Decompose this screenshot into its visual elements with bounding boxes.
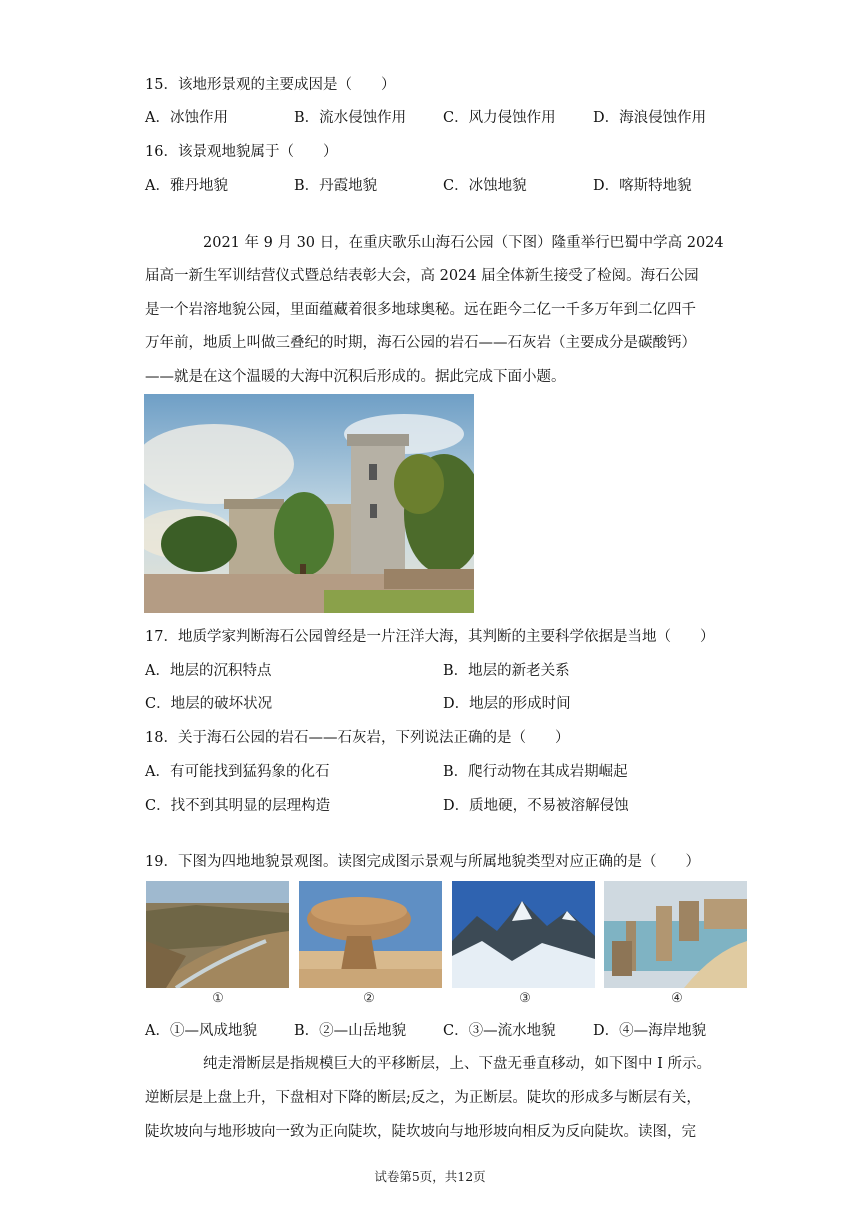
haishi-park-photo xyxy=(144,394,474,613)
passage1-line5: ——就是在这个温暖的大海中沉积后形成的。据此完成下面小题。 xyxy=(145,369,566,385)
landform-photo-1 xyxy=(146,881,289,988)
passage1-line3: 是一个岩溶地貌公园，里面蕴藏着很多地球奥秘。远在距今二亿一千多万年到二亿四千 xyxy=(145,302,696,318)
q19-option-a[interactable]: A．①—风成地貌 xyxy=(145,1023,257,1039)
q19-stem: 19．下图为四地地貌景观图。读图完成图示景观与所属地貌类型对应正确的是（ ） xyxy=(145,854,700,870)
q19-option-b[interactable]: B．②—山岳地貌 xyxy=(294,1023,407,1039)
q15-option-c[interactable]: C．风力侵蚀作用 xyxy=(443,110,556,126)
q17-option-d[interactable]: D．地层的形成时间 xyxy=(443,696,571,712)
passage2-line2: 逆断层是上盘上升，下盘相对下降的断层;反之，为正断层。陡坎的形成多与断层有关， xyxy=(145,1090,701,1106)
passage1-line2: 届高一新生军训结营仪式暨总结表彰大会，高 2024 届全体新生接受了检阅。海石公园 xyxy=(145,268,699,284)
passage2-line3: 陡坎坡向与地形坡向一致为正向陡坎，陡坎坡向与地形坡向相反为反向陡坎。读图，完 xyxy=(145,1124,696,1140)
landform-photo-2 xyxy=(299,881,442,988)
q18-option-c[interactable]: C．找不到其明显的层理构造 xyxy=(145,798,331,814)
q18-stem: 18．关于海石公园的岩石——石灰岩，下列说法正确的是（ ） xyxy=(145,730,570,746)
passage2-line1: 纯走滑断层是指规模巨大的平移断层，上、下盘无垂直移动，如下图中 I 所示。 xyxy=(203,1056,711,1072)
passage1-line4: 万年前，地质上叫做三叠纪的时期，海石公园的岩石——石灰岩（主要成分是碳酸钙） xyxy=(145,335,696,351)
q18-option-d[interactable]: D．质地硬，不易被溶解侵蚀 xyxy=(443,798,629,814)
q19-option-c[interactable]: C．③—流水地貌 xyxy=(443,1023,556,1039)
landform-photo-3 xyxy=(452,881,595,988)
q16-option-d[interactable]: D．喀斯特地貌 xyxy=(593,178,692,194)
landform-caption-1: ① xyxy=(212,991,224,1006)
q18-option-a[interactable]: A．有可能找到猛犸象的化石 xyxy=(145,764,330,780)
q16-option-c[interactable]: C．冰蚀地貌 xyxy=(443,178,527,194)
q15-option-b[interactable]: B．流水侵蚀作用 xyxy=(294,110,407,126)
q16-option-a[interactable]: A．雅丹地貌 xyxy=(145,178,228,194)
q15-option-a[interactable]: A．冰蚀作用 xyxy=(145,110,228,126)
q17-option-c[interactable]: C．地层的破坏状况 xyxy=(145,696,273,712)
q17-option-a[interactable]: A．地层的沉积特点 xyxy=(145,663,272,679)
q15-option-d[interactable]: D．海浪侵蚀作用 xyxy=(593,110,707,126)
q16-option-b[interactable]: B．丹霞地貌 xyxy=(294,178,378,194)
landform-photo-4 xyxy=(604,881,747,988)
landform-caption-4: ④ xyxy=(671,991,683,1006)
q19-option-d[interactable]: D．④—海岸地貌 xyxy=(593,1023,707,1039)
q18-option-b[interactable]: B．爬行动物在其成岩期崛起 xyxy=(443,764,628,780)
q15-stem: 15．该地形景观的主要成因是（ ） xyxy=(145,77,396,93)
passage1-line1: 2021 年 9 月 30 日，在重庆歌乐山海石公园（下图）隆重举行巴蜀中学高 2024 xyxy=(203,235,724,251)
q17-stem: 17．地质学家判断海石公园曾经是一片汪洋大海，其判断的主要科学依据是当地（ ） xyxy=(145,629,715,645)
q17-option-b[interactable]: B．地层的新老关系 xyxy=(443,663,570,679)
page-footer: 试卷第5页，共12页 xyxy=(374,1169,486,1184)
landform-caption-3: ③ xyxy=(519,991,531,1006)
landform-caption-2: ② xyxy=(363,991,375,1006)
q16-stem: 16．该景观地貌属于（ ） xyxy=(145,144,338,160)
